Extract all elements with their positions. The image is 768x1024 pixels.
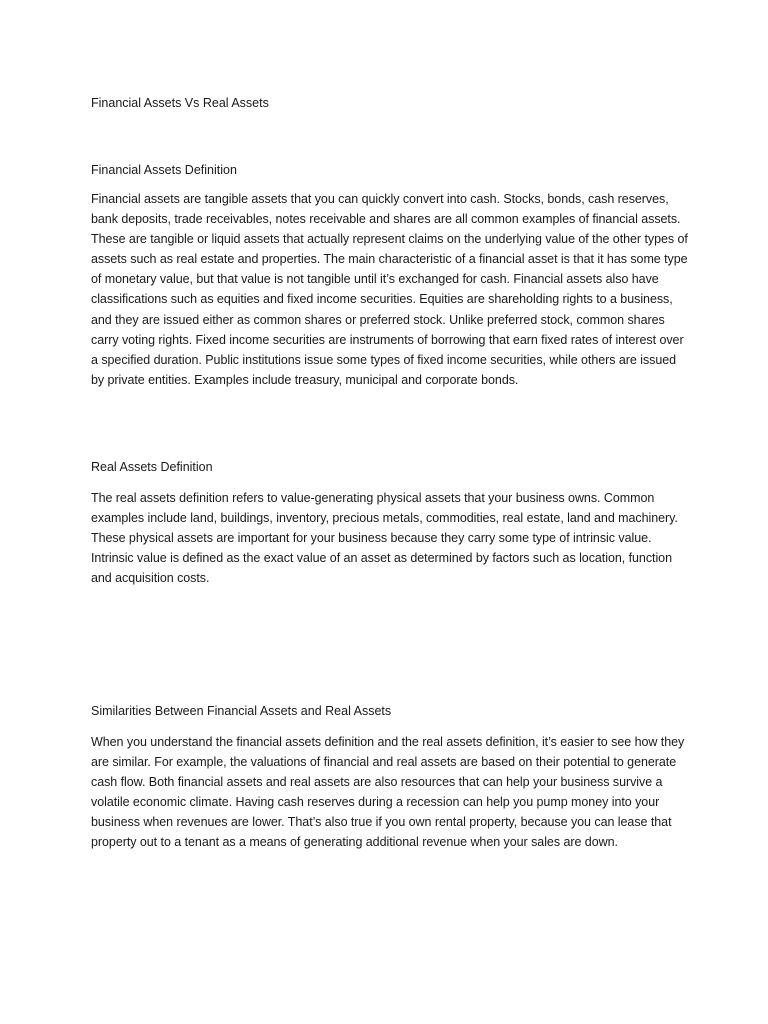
section-paragraph-similarities: When you understand the financial assets definition and the real assets definition, it’s easier to see how they are similar. For example, the valuations of financial and real assets are based on their potential to generate cash flow. Both financial assets and real assets are also resources that can help your business survive a volatile economic climate. Having cash reserves during a recession can help you pump money into your business when revenues are lower. That’s also true if you own rental property, because you can lease that property out to a tenant as a means of generating additional revenue when your sales are down. [91,735,685,850]
section-heading-real-assets: Real Assets Definition [91,460,213,474]
section-paragraph-real-assets: The real assets definition refers to value-generating physical assets that your business owns. Common examples include land, buildings, inventory, precious metals, commodities, real estate, land and machinery. These physical assets are important for your business because they carry some type of intrinsic value. Intrinsic value is defined as the exact value of an asset as determined by factors such as location, function and acquisition costs. [91,491,678,586]
section-heading-financial-assets: Financial Assets Definition [91,163,237,177]
document-title: Financial Assets Vs Real Assets [91,96,269,110]
section-heading-similarities: Similarities Between Financial Assets and Real Assets [91,704,392,718]
section-paragraph-financial-assets: Financial assets are tangible assets that you can quickly convert into cash. Stocks, bonds, cash reserves, bank deposits, trade receivables, notes receivable and shares are all common examples of financial assets. These are tangible or liquid assets that actually represent claims on the underlying value of the other types of assets such as real estate and properties. The main characteristic of a financial asset is that it has some type of monetary value, but that value is not tangible until it’s exchanged for cash. Financial assets also have classifications such as equities and fixed income securities. Equities are shareholding rights to a business, and they are issued either as common shares or preferred stock. Unlike preferred stock, common shares carry voting rights. Fixed income securities are instruments of borrowing that earn fixed rates of interest over a specified duration. Public institutions issue some types of fixed income securities, while others are issued by private entities. Examples include treasury, municipal and corporate bonds. [91,192,688,387]
